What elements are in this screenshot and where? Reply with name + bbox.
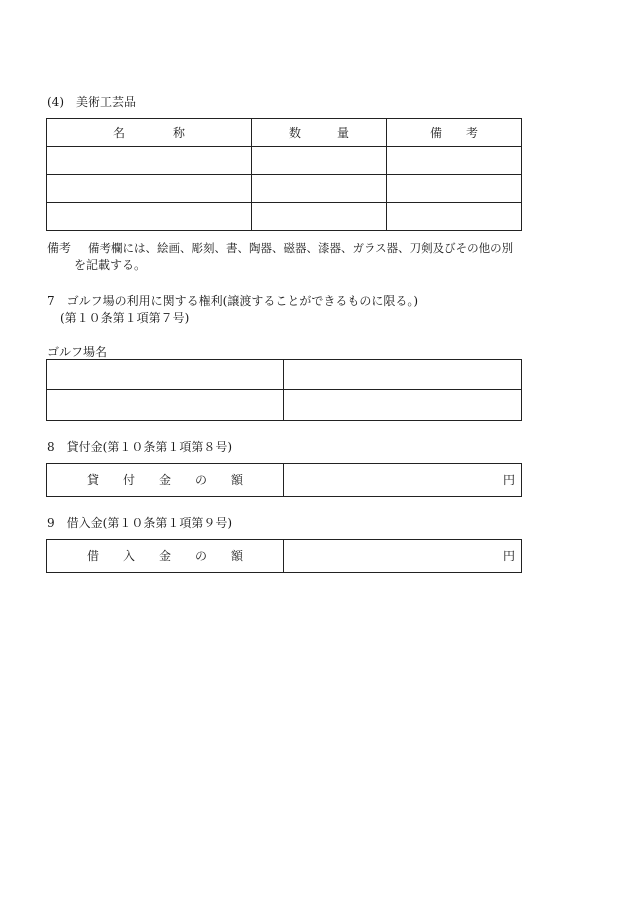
yen-unit: 円 xyxy=(502,549,515,563)
borrowings-table xyxy=(46,539,522,573)
table-row xyxy=(47,147,522,175)
column-header-quantity: 数 量 xyxy=(252,119,387,147)
table-row xyxy=(47,175,522,203)
table-row xyxy=(47,203,522,231)
section4-heading: (4) 美術工芸品 xyxy=(47,95,136,109)
table-cell[interactable] xyxy=(387,147,522,175)
table-cell[interactable] xyxy=(47,390,284,421)
table-row xyxy=(47,390,522,421)
art-crafts-table xyxy=(46,118,522,231)
table-cell[interactable] xyxy=(284,360,522,390)
table-cell[interactable] xyxy=(47,175,252,203)
note-text-line2: を記載する。 xyxy=(74,258,147,272)
table-row xyxy=(47,360,522,390)
table-cell[interactable] xyxy=(47,203,252,231)
loan-amount-label: 貸 付 金 の 額 xyxy=(47,464,284,497)
table-cell[interactable] xyxy=(252,203,387,231)
section7-heading: 7 ゴルフ場の利用に関する権利(譲渡することができるものに限る。) xyxy=(47,294,419,308)
column-header-remarks: 備 考 xyxy=(387,119,522,147)
column-header-name: 名 称 xyxy=(47,119,252,147)
section7-subheading: (第１０条第１項第７号) xyxy=(60,311,190,325)
table-cell[interactable] xyxy=(252,147,387,175)
borrowing-amount-value[interactable] xyxy=(284,540,522,573)
table-row xyxy=(47,540,522,573)
yen-unit: 円 xyxy=(502,473,515,487)
table-cell[interactable] xyxy=(252,175,387,203)
section9-heading: 9 借入金(第１０条第１項第９号) xyxy=(47,516,232,530)
table-row xyxy=(47,464,522,497)
table-cell[interactable] xyxy=(47,360,284,390)
golf-rights-table xyxy=(46,359,522,421)
table-cell[interactable] xyxy=(387,203,522,231)
loans-receivable-table xyxy=(46,463,522,497)
note-label: 備考 xyxy=(47,241,72,255)
loan-amount-value[interactable] xyxy=(284,464,522,497)
golf-course-name-label: ゴルフ場名 xyxy=(47,345,108,359)
table-cell[interactable] xyxy=(47,147,252,175)
note-text-line1: 備考欄には、絵画、彫刻、書、陶器、磁器、漆器、ガラス器、刀剣及びその他の別 xyxy=(88,241,514,255)
table-header-row xyxy=(47,119,522,147)
table-cell[interactable] xyxy=(387,175,522,203)
borrowing-amount-label: 借 入 金 の 額 xyxy=(47,540,284,573)
table-cell[interactable] xyxy=(284,390,522,421)
section8-heading: 8 貸付金(第１０条第１項第８号) xyxy=(47,440,232,454)
